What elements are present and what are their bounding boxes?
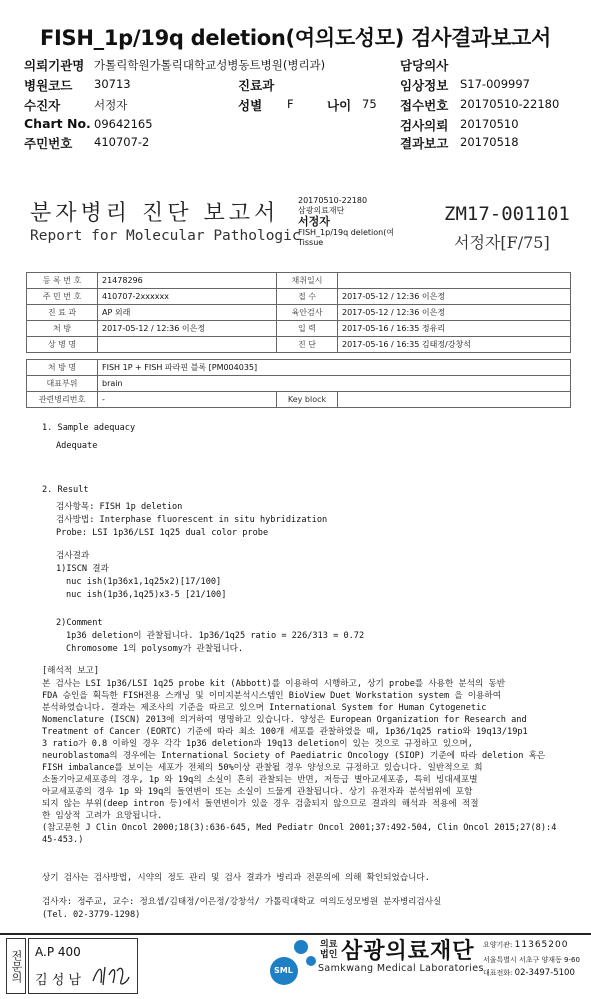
- requester-value: 가톨릭학원가톨릭대학교성병동트병원(병리과): [94, 58, 326, 72]
- report-title-ko: 분자병리 진단 보고서: [30, 201, 280, 226]
- hospital-code-value: 30713: [94, 77, 131, 91]
- age-value: 75: [362, 97, 377, 111]
- body-line: nuc ish(1p36,1q25)x3-5 [21/100]: [66, 590, 227, 600]
- phone-label: 대표전화:: [483, 969, 513, 977]
- cell-label: 진 료 과: [27, 305, 98, 321]
- section-heading: 2. Result: [42, 485, 89, 495]
- body-line: Chromosome 1의 polysomy가 관찰됩니다.: [66, 644, 244, 654]
- cell-value: 2017-05-12 / 12:36 이은정: [98, 321, 277, 337]
- stamp-line: FISH_1p/19q deletion(여: [298, 228, 395, 237]
- cell-value: 21478296: [98, 273, 277, 289]
- page-title: FISH_1p/19q deletion(여의도성모) 검사결과보고서: [39, 26, 551, 50]
- chart-no-label: Chart No.: [24, 116, 91, 131]
- cell-value: FISH 1P + FISH 파라핀 블록 [PM004035]: [98, 360, 571, 376]
- body-line: 검사방법: Interphase fluorescent in situ hybridization: [56, 515, 328, 525]
- cell-value: 2017-05-12 / 12:36 이은정: [338, 305, 571, 321]
- cell-label: 주 민 번 호: [27, 289, 98, 305]
- body-line: (Tel. 02-3779-1298): [42, 910, 141, 920]
- body-line: 분석하였습니다. 결과는 제조사의 기준을 따르고 있으며 International System for Human Cytogenetic: [42, 703, 487, 713]
- doctor-code: A.P 400: [35, 945, 81, 959]
- signature-icon: [91, 961, 131, 989]
- patient-tag: 서정자[F/75]: [454, 233, 550, 252]
- cell-value: 2017-05-12 / 12:36 이은정: [338, 289, 571, 305]
- body-line: Treatment of Cancer (EORTC) 기준에 따라 최소 100개 세포를 관찰하였을 때, 1p36/1q25 ratio와 19q13/19p1: [42, 727, 528, 737]
- hospital-code-label: 병원코드: [24, 78, 73, 93]
- body-line: 2)Comment: [56, 618, 103, 628]
- cell-value: 2017-05-16 / 16:35 정유리: [338, 321, 571, 337]
- cell-label: Key block: [277, 392, 338, 408]
- body-line: 소돌기아교세포종의 경우, 1p 와 19q의 소실이 흔히 관찰되는 반면, 저등급 별아교세포종, 특히 빙대세포별: [42, 775, 478, 785]
- body-line: Adequate: [56, 441, 98, 451]
- phone-value: 02-3497-5100: [514, 968, 575, 978]
- address: 서울특별시 서초구 양재동 9-60: [483, 956, 580, 964]
- body-line: 본 검사는 LSI 1p36/LSI 1q25 probe kit (Abbott)를 이용하여 시행하고, 상기 probe를 사용한 분석의 동반: [42, 679, 506, 689]
- cell-value: [338, 392, 571, 408]
- patient-info-table: [26, 272, 571, 353]
- phone: [483, 968, 575, 978]
- cell-value: brain: [98, 376, 571, 392]
- body-line: (참고문헌 J Clin Oncol 2000;18(3):636-645, Med Pediatr Oncol 2001;37:492-504, Clin Oncol 2015;27(8):4: [42, 823, 557, 833]
- cell-label: 등 록 번 호: [27, 273, 98, 289]
- body-line: FDA 승인을 획득한 FISH전용 스캐닝 및 이미지분석시스템인 BioView Duet Workstation system 을 이용하여: [42, 691, 502, 701]
- chart-no-value: 09642165: [94, 117, 153, 131]
- cell-value: 2017-05-16 / 16:35 김태정/강창석: [338, 337, 571, 353]
- case-number: ZM17-001101: [444, 203, 570, 225]
- cell-value: [338, 273, 571, 289]
- accession-value: 20170510-22180: [460, 97, 560, 111]
- report-date-value: 20170518: [460, 135, 519, 149]
- report-date-label: 결과보고: [400, 136, 449, 151]
- cell-label: 채취일시: [277, 273, 338, 289]
- specimen-stamp: [298, 196, 394, 247]
- body-line: 3 ratio가 0.8 이하일 경우 각각 1p36 deletion과 19q13 deletion이 있는 것으로 규정하고 있으며,: [42, 739, 473, 749]
- footer-divider: [0, 933, 591, 935]
- body-line: 1)ISCN 결과: [56, 564, 109, 574]
- clinical-info-value: S17-009997: [460, 77, 530, 91]
- org-prefix-line: 의료: [320, 940, 338, 950]
- cell-value: AP 외래: [98, 305, 277, 321]
- cell-label: 처 방 명: [27, 360, 98, 376]
- stamp-line: 삼광의료재단: [298, 205, 345, 215]
- patient-value: 서정자: [94, 98, 128, 112]
- body-line: 검사자: 정주교, 교수: 정요셉/김태정/이은정/강창석/ 가톨릭대학교 여의도성모병원 분자병리검사실: [42, 897, 442, 907]
- cell-label: 접 수: [277, 289, 338, 305]
- rrn-value: 410707-2: [94, 135, 150, 149]
- rrn-label: 주민번호: [24, 136, 73, 151]
- request-date-value: 20170510: [460, 117, 519, 131]
- body-line: 되지 않는 부위(deep intron 등)에서 돌연변이가 있을 경우 검출되지 않으므로 결과의 해석과 적용에 적절: [42, 799, 479, 809]
- body-line: Nomenclature (ISCN) 2013에 의거하여 명명하고 있습니다. 양성은 European Organization for Research and: [42, 715, 527, 725]
- logo-mark: SML: [274, 966, 293, 975]
- cell-label: 진 단: [277, 337, 338, 353]
- body-line: 아교세포종의 경우 1p 와 19q의 돌연변이 또는 소실이 드물게 관찰됩니다. 상기 유전자좌 분석범위에 포함: [42, 787, 473, 797]
- body-line: 45-453.): [42, 835, 84, 845]
- cell-label: 상 병 명: [27, 337, 98, 353]
- section-heading: 1. Sample adequacy: [42, 423, 136, 433]
- body-line: Probe: LSI 1p36/LSI 1q25 dual color probe: [56, 528, 269, 538]
- body-line: 상기 검사는 검사방법, 시약의 정도 관리 및 검사 결과가 병리과 전문의에 의해 확인되었습니다.: [42, 873, 430, 883]
- section-heading: [해석적 보고]: [42, 666, 100, 676]
- registration-label: 요양기관:: [483, 941, 513, 949]
- body-line: 검사항목: FISH 1p deletion: [56, 502, 183, 512]
- cell-label: 대표부위: [27, 376, 98, 392]
- registration-value: 11365200: [514, 940, 569, 950]
- sex-value: F: [287, 97, 294, 111]
- stamp-line: 20170510-22180: [298, 196, 368, 205]
- org-prefix-line: 법인: [320, 950, 338, 960]
- body-line: 한 임상적 고려가 요망됩니다.: [42, 811, 163, 821]
- doctor-name: 김 성 남: [35, 973, 81, 988]
- stamp-line: 서정자: [298, 215, 330, 228]
- scanned-report: [14, 168, 587, 854]
- doctor-box: [28, 938, 138, 994]
- org-name: 삼광의료재단: [341, 939, 475, 964]
- registration: [483, 940, 568, 950]
- report-title-en: Report for Molecular Pathologic: [30, 228, 301, 244]
- requester-label: 의뢰기관명: [24, 58, 85, 73]
- body-line: FISH imbalance를 보이는 세포가 전체의 50%이상 관찰될 경우 양성으로 규정하고 있습니다. 일반적으로 희: [42, 763, 483, 773]
- cell-value: -: [98, 392, 277, 408]
- clinical-info-label: 임상정보: [400, 78, 449, 93]
- body-line: neuroblastoma의 경우에는 International Society of Paediatric Oncology (SIOP) 기준에 따라 deletion 혹은: [42, 751, 546, 761]
- cell-label: 관련병리번호: [27, 392, 98, 408]
- sex-label: 성별: [238, 98, 263, 113]
- cell-value: [98, 337, 277, 353]
- cell-label: 입 력: [277, 321, 338, 337]
- cell-value: 410707-2xxxxxx: [98, 289, 277, 305]
- request-date-label: 검사의뢰: [400, 118, 449, 133]
- doctor-label: 담당의사: [400, 58, 449, 73]
- org-name-en: Samkwang Medical Laboratories: [318, 963, 484, 974]
- department-label: 진료과: [238, 78, 275, 93]
- specialist-label: 전문의: [6, 938, 26, 994]
- body-line: nuc ish(1p36x1,1q25x2)[17/100]: [66, 577, 222, 587]
- body-line: 검사결과: [56, 551, 90, 561]
- order-table: [26, 359, 571, 408]
- accession-label: 접수번호: [400, 98, 449, 113]
- age-label: 나이: [327, 98, 352, 113]
- cell-label: 처 방: [27, 321, 98, 337]
- patient-label: 수진자: [24, 98, 61, 113]
- stamp-line: Tissue: [298, 237, 324, 247]
- org-prefix: [320, 940, 337, 960]
- body-line: 1p36 deletion이 관찰됩니다. 1p36/1q25 ratio = 226/313 = 0.72: [66, 631, 365, 641]
- cell-label: 육안검사: [277, 305, 338, 321]
